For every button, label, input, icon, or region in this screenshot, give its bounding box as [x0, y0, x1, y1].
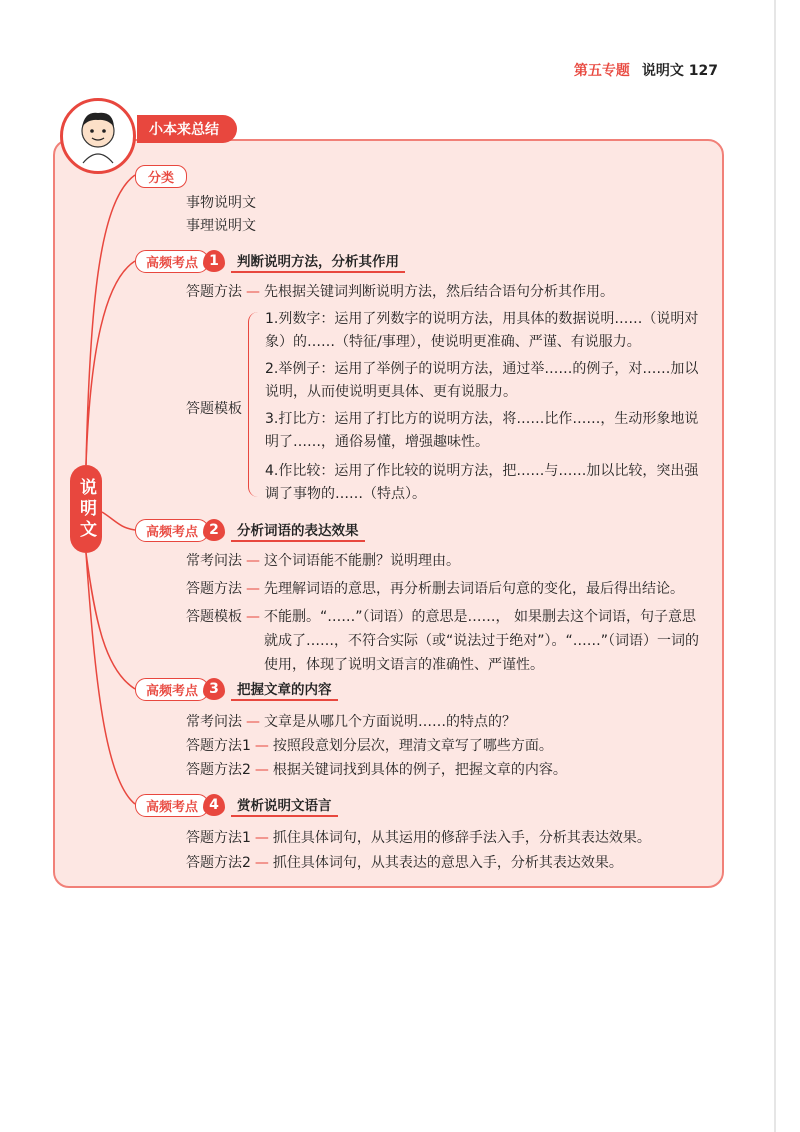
point-badge: 高频考点	[135, 794, 209, 817]
central-node: 说明文	[70, 465, 102, 553]
answer-row	[186, 734, 553, 758]
category-item: 事物说明文	[186, 195, 256, 211]
answer-row	[186, 826, 651, 850]
row-label: 答题方法1	[186, 738, 251, 754]
point-4-heading	[135, 794, 338, 816]
answer-row	[186, 758, 567, 782]
row-label: 常考问法	[186, 714, 242, 730]
category-label: 分类	[135, 165, 187, 188]
row-text: 抓住具体词句，从其表达的意思入手，分析其表达效果。	[272, 855, 623, 871]
template-row	[186, 605, 706, 677]
dash: —	[254, 830, 269, 846]
row-label: 答题方法1	[186, 830, 251, 846]
flame-number-icon: 4	[203, 794, 225, 816]
template-brace	[248, 312, 259, 497]
row-text: 不能删。“……”（词语）的意思是……， 如果删去这个词语，句子意思就成了……，不符合实际（或“说法过于绝对”）。“……”（词语）一词的使用，体现了说明文语言的准确性、严谨性。	[264, 609, 700, 673]
point-badge: 高频考点	[135, 519, 209, 542]
flame-number-icon: 3	[203, 678, 225, 700]
dash: —	[246, 581, 260, 597]
point-title: 判断说明方法，分析其作用	[231, 249, 405, 273]
dash: —	[254, 738, 269, 754]
template-item: 2.举例子：运用了举例子的说明方法，通过举……的例子，对……加以说明，从而使说明更具体、更有说服力。	[265, 361, 699, 400]
point-title: 赏析说明文语言	[231, 793, 338, 817]
row-text: 先根据关键词判断说明方法，然后结合语句分析其作用。	[264, 284, 614, 300]
answer-row	[186, 280, 614, 304]
row-text: 文章是从哪几个方面说明……的特点的？	[264, 714, 516, 730]
header-topic: 第五专题	[573, 63, 630, 79]
dash: —	[246, 714, 260, 730]
answer-row	[186, 851, 623, 875]
row-text: 按照段意划分层次，理清文章写了哪些方面。	[272, 738, 553, 754]
row-label: 答题方法2	[186, 762, 251, 778]
template-item: 1.列数字：运用了列数字的说明方法，用具体的数据说明……（说明对象）的……（特征/事理），使说明更准确、严谨、有说服力。	[265, 311, 699, 350]
flame-number-icon: 1	[203, 250, 225, 272]
point-title: 分析词语的表达效果	[231, 518, 365, 542]
dash: —	[246, 609, 260, 625]
row-label: 常考问法	[186, 553, 242, 569]
template-item: 4.作比较：运用了作比较的说明方法，把……与……加以比较，突出强调了事物的……（特点）。	[265, 463, 699, 502]
row-text: 抓住具体词句，从其运用的修辞手法入手，分析其表达效果。	[272, 830, 651, 846]
question-row	[186, 710, 516, 734]
summary-tab: 小本来总结	[137, 115, 237, 143]
row-text: 这个词语能不能删？说明理由。	[264, 553, 460, 569]
avatar-icon	[60, 98, 136, 174]
point-badge: 高频考点	[135, 250, 209, 273]
flame-number-icon: 2	[203, 519, 225, 541]
dash: —	[246, 284, 260, 300]
point-2-heading	[135, 519, 365, 541]
row-text: 先理解词语的意思，再分析删去词语后句意的变化，最后得出结论。	[264, 581, 684, 597]
point-title: 把握文章的内容	[231, 677, 338, 701]
template-item: 3.打比方：运用了打比方的说明方法，将……比作……，生动形象地说明了……，通俗易懂，增强趣味性。	[265, 411, 699, 450]
point-3-heading	[135, 678, 338, 700]
header-title: 说明文 127	[641, 63, 718, 79]
row-label: 答题方法	[186, 284, 242, 300]
dash: —	[254, 855, 269, 871]
row-text: 根据关键词找到具体的例子，把握文章的内容。	[272, 762, 567, 778]
point-badge: 高频考点	[135, 678, 209, 701]
template-label: 答题模板	[186, 401, 242, 417]
category-item: 事理说明文	[186, 218, 256, 234]
row-label: 答题模板	[186, 609, 242, 625]
answer-row	[186, 577, 684, 601]
row-label: 答题方法	[186, 581, 242, 597]
question-row	[186, 549, 460, 573]
dash: —	[246, 553, 260, 569]
point-1-heading	[135, 250, 405, 272]
dash: —	[254, 762, 269, 778]
row-label: 答题方法2	[186, 855, 251, 871]
